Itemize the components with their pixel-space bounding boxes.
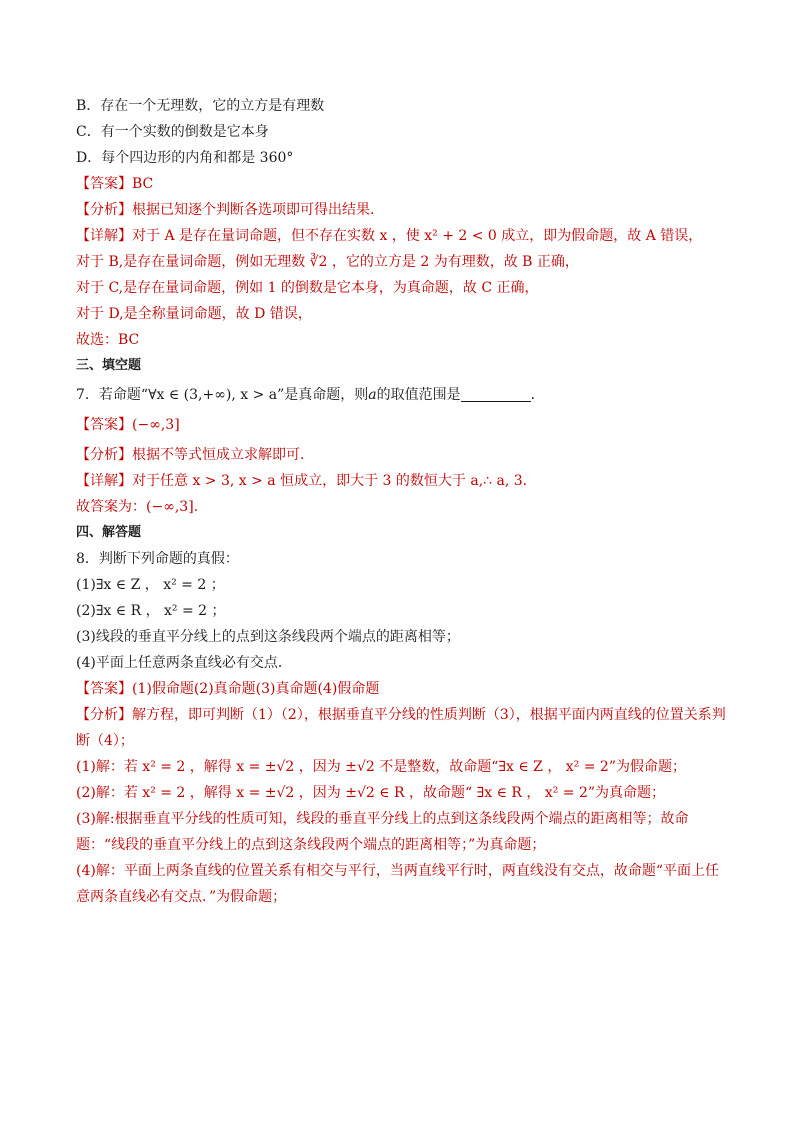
q8-item-4: (4)平面上任意两条直线必有交点． [76, 655, 292, 671]
q7-stem-pre: 7．若命题“∀x ∈ (3,+∞), x > a”是真命题，则 [76, 387, 369, 403]
q6-answer-row [76, 171, 726, 197]
q7-answer: (−∞,3] [132, 417, 180, 433]
detail-tag: 【详解】 [76, 228, 132, 244]
q6-option-c: C．有一个实数的倒数是它本身 [76, 124, 269, 140]
section-title-fill-in: 三、填空题 [76, 358, 142, 373]
q8-solution-3 [76, 806, 726, 858]
q7-stem [76, 382, 726, 408]
q6-detail-row-1 [76, 223, 726, 249]
q6-detail-row-2: 对于 B,是存在量词命题，例如无理数 ∛2 ，它的立方是 2 为有理数，故 B 正确， [76, 254, 579, 270]
q6-detail-row-3: 对于 C,是存在量词命题，例如 1 的倒数是它本身，为真命题，故 C 正确， [76, 280, 539, 296]
q8-stem: 8．判断下列命题的真假： [76, 551, 239, 567]
q8-solution-2 [76, 780, 726, 806]
answer-blank [461, 385, 531, 402]
q7-analysis-row [76, 442, 726, 468]
q8-solution-2-text: 若 x² = 2 ，解得 x = ±√2 ，因为 ±√2 ∈ R ，故命题“ ∃x ∈ R ， x² = 2”为真命题； [123, 785, 666, 801]
q6-choose: 故选：BC [76, 332, 140, 348]
analysis-tag: 【分析】 [76, 202, 132, 218]
q6-detail-row-4: 对于 D,是全称量词命题，故 D 错误， [76, 306, 312, 322]
q8-solution-2-tag: (2)解： [76, 785, 124, 801]
q8-answer-row [76, 676, 726, 702]
q8-item-2: (2)∃x ∈ R ， x² = 2 ； [76, 603, 226, 619]
q6-answer: BC [132, 176, 154, 192]
answer-tag: 【答案】 [76, 417, 132, 433]
q8-item-3: (3)线段的垂直平分线上的点到这条线段两个端点的距离相等； [76, 629, 460, 645]
q8-solution-1-text: 若 x² = 2 ，解得 x = ±√2 ，因为 ±√2 不是整数，故命题“∃x ∈ Z ， x² = 2”为假命题； [123, 759, 686, 775]
answer-tag: 【答案】 [76, 681, 132, 697]
q8-analysis: 解方程，即可判断（1）（2），根据垂直平分线的性质判断（3），根据平面内两直线的位置关系判断（4）； [76, 707, 726, 749]
q6-detail-1: 对于 A 是存在量词命题，但不存在实数 x ，使 x² + 2 < 0 成立，即为假命题，故 A 错误， [132, 228, 703, 244]
q6-analysis-row [76, 197, 726, 223]
q7-stem-end: . [530, 387, 536, 403]
q8-solution-1-tag: (1)解： [76, 759, 124, 775]
document-page [76, 93, 726, 910]
q7-analysis: 根据不等式恒成立求解即可. [132, 447, 305, 463]
q6-option-b: B．存在一个无理数，它的立方是有理数 [76, 98, 325, 114]
section-title-solve: 四、解答题 [76, 525, 142, 540]
detail-tag: 【详解】 [76, 473, 132, 489]
q8-solution-1 [76, 754, 726, 780]
q7-conclusion: 故答案为：(−∞,3]. [76, 499, 199, 515]
q6-analysis: 根据已知逐个判断各选项即可得出结果. [132, 202, 375, 218]
q8-analysis-row [76, 702, 726, 754]
q8-solution-3-text: 根据垂直平分线的性质可知，线段的垂直平分线上的点到这条线段两个端点的距离相等；故命题：“线段的垂直平分线上的点到这条线段两个端点的距离相等；”为真命题； [76, 811, 689, 853]
q6-option-d: D．每个四边形的内角和都是 360° [76, 150, 294, 166]
analysis-tag: 【分析】 [76, 707, 132, 723]
q8-solution-3-tag: (3)解: [76, 811, 115, 827]
q8-solution-4-text: 平面上两条直线的位置关系有相交与平行，当两直线平行时，两直线没有交点，故命题“平面上任意两条直线必有交点．”为假命题； [76, 863, 719, 905]
q7-stem-post: 的取值范围是 [376, 387, 461, 403]
q7-detail: 对于任意 x > 3, x > a 恒成立，即大于 3 的数恒大于 a,∴ a, 3. [132, 473, 528, 489]
q7-stem-var: a [368, 387, 377, 403]
q8-solution-4-tag: (4)解： [76, 863, 124, 879]
q8-solution-4 [76, 858, 726, 910]
q7-detail-row [76, 468, 726, 494]
q7-answer-row [76, 412, 726, 438]
q8-answer: (1)假命题(2)真命题(3)真命题(4)假命题 [132, 681, 380, 697]
q8-item-1: (1)∃x ∈ Z ， x² = 2 ； [76, 577, 225, 593]
analysis-tag: 【分析】 [76, 447, 132, 463]
answer-tag: 【答案】 [76, 176, 132, 192]
